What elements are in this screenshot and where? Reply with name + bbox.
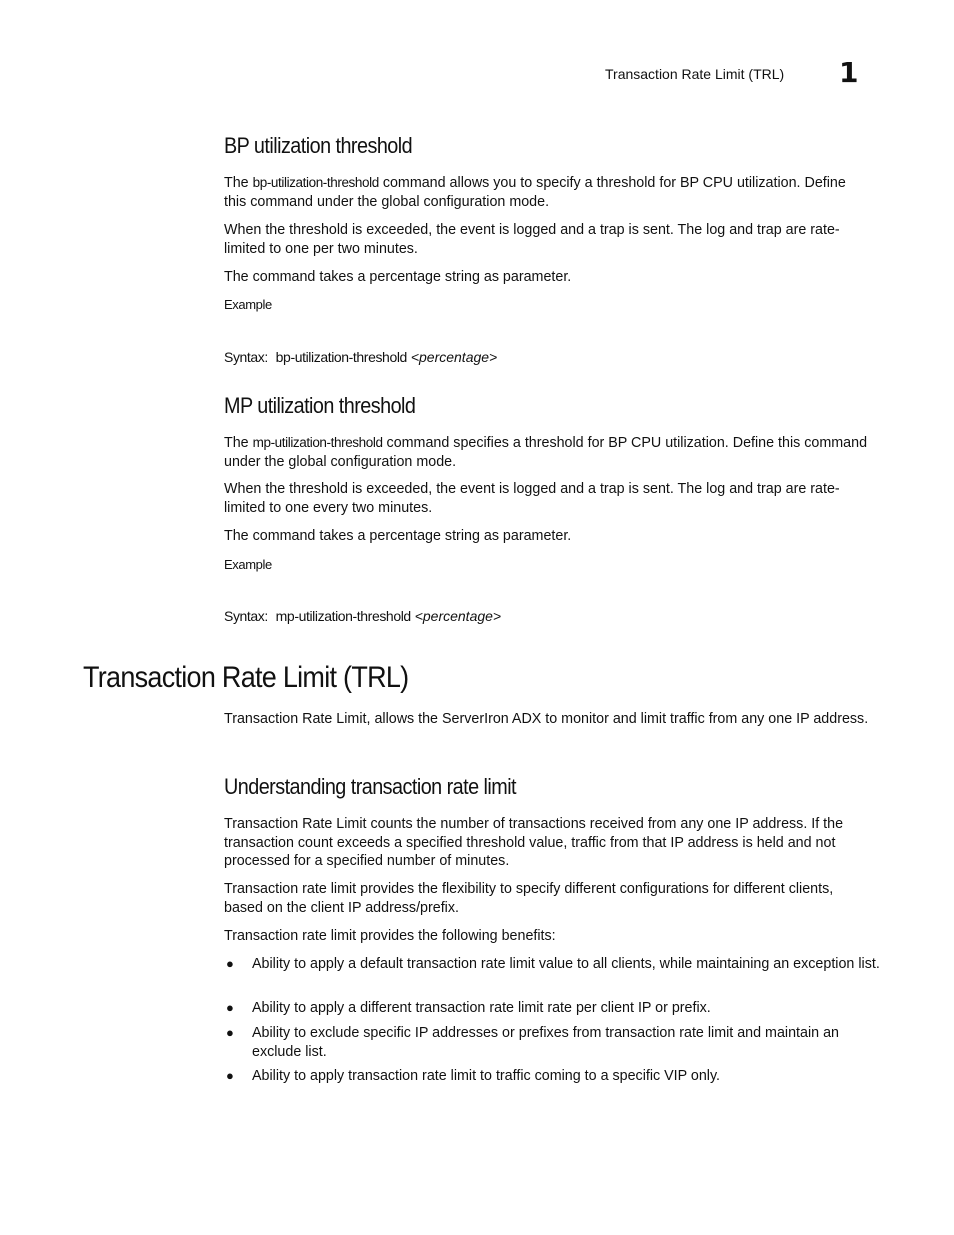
mp-paragraph-2: When the threshold is exceeded, the event is logged and a trap is sent. The log and trap are rate-limited to one every two minutes. [224, 481, 840, 516]
bp-syntax-line [224, 349, 497, 365]
mp-example-label: Example [224, 557, 272, 572]
bp-syntax-command: bp-utilization-threshold [275, 349, 407, 365]
bp-syntax-label: Syntax: [224, 349, 268, 365]
bp-paragraph-3: The command takes a percentage string as parameter. [224, 269, 572, 285]
list-item [226, 1024, 892, 1061]
understanding-paragraph-3: Transaction rate limit provides the following benefits: [224, 928, 556, 944]
trl-intro-paragraph: Transaction Rate Limit, allows the ServerIron ADX to monitor and limit traffic from any one IP address. [224, 711, 869, 727]
mp-p1-rest: command specifies a threshold for BP CPU utilization. Define this command under the global configuration mode. [224, 435, 868, 470]
running-header-title: Transaction Rate Limit (TRL) [605, 66, 785, 82]
chapter-section-heading-trl: Transaction Rate Limit (TRL) [83, 661, 409, 694]
mp-syntax-label: Syntax: [224, 608, 268, 624]
list-item-text: Ability to apply transaction rate limit to traffic coming to a specific VIP only. [252, 1068, 721, 1084]
list-item [226, 999, 892, 1018]
section-heading-mp: MP utilization threshold [224, 393, 416, 418]
bp-p1-rest: command allows you to specify a threshold for BP CPU utilization. Define this command under the global configuration mode. [224, 175, 846, 210]
bullet-icon: ● [226, 1068, 234, 1083]
bp-paragraph-2: When the threshold is exceeded, the event is logged and a trap is sent. The log and trap are rate-limited to one per two minutes. [224, 222, 840, 257]
bp-p1-prefix: The [224, 175, 253, 191]
list-item-text: Ability to apply a default transaction rate limit value to all clients, while maintaining an exception list. [252, 956, 880, 972]
bp-paragraph-1 [224, 174, 869, 211]
bullet-icon: ● [226, 1025, 234, 1040]
bullet-icon: ● [226, 1000, 234, 1015]
list-item [226, 1067, 892, 1086]
understanding-paragraph-2: Transaction rate limit provides the flexibility to specify different configurations for different clients, based on the client IP address/prefix. [224, 881, 834, 916]
mp-syntax-param: <percentage> [414, 608, 502, 624]
section-heading-bp: BP utilization threshold [224, 133, 413, 158]
chapter-number: 1 [839, 56, 859, 89]
mp-paragraph-3: The command takes a percentage string as parameter. [224, 528, 572, 544]
mp-paragraph-1 [224, 434, 869, 471]
bullet-icon: ● [226, 956, 234, 971]
mp-p1-prefix: The [224, 435, 253, 451]
bp-syntax-param: <percentage> [410, 349, 498, 365]
mp-command-name: mp-utilization-threshold [252, 435, 383, 450]
understanding-paragraph-1: Transaction Rate Limit counts the number of transactions received from any one IP address. If the transaction count exceeds a specified threshold value, traffic from that IP address is held and not processed for a specified number of minutes. [224, 816, 844, 870]
list-item [226, 955, 892, 974]
bp-example-label: Example [224, 297, 272, 312]
mp-syntax-command: mp-utilization-threshold [275, 608, 411, 624]
bp-command-name: bp-utilization-threshold [252, 175, 379, 190]
list-item-text: Ability to exclude specific IP addresses or prefixes from transaction rate limit and maintain an exclude list. [252, 1025, 839, 1060]
section-heading-understanding: Understanding transaction rate limit [224, 774, 517, 799]
mp-syntax-line [224, 608, 501, 624]
list-item-text: Ability to apply a different transaction rate limit rate per client IP or prefix. [252, 1000, 711, 1016]
